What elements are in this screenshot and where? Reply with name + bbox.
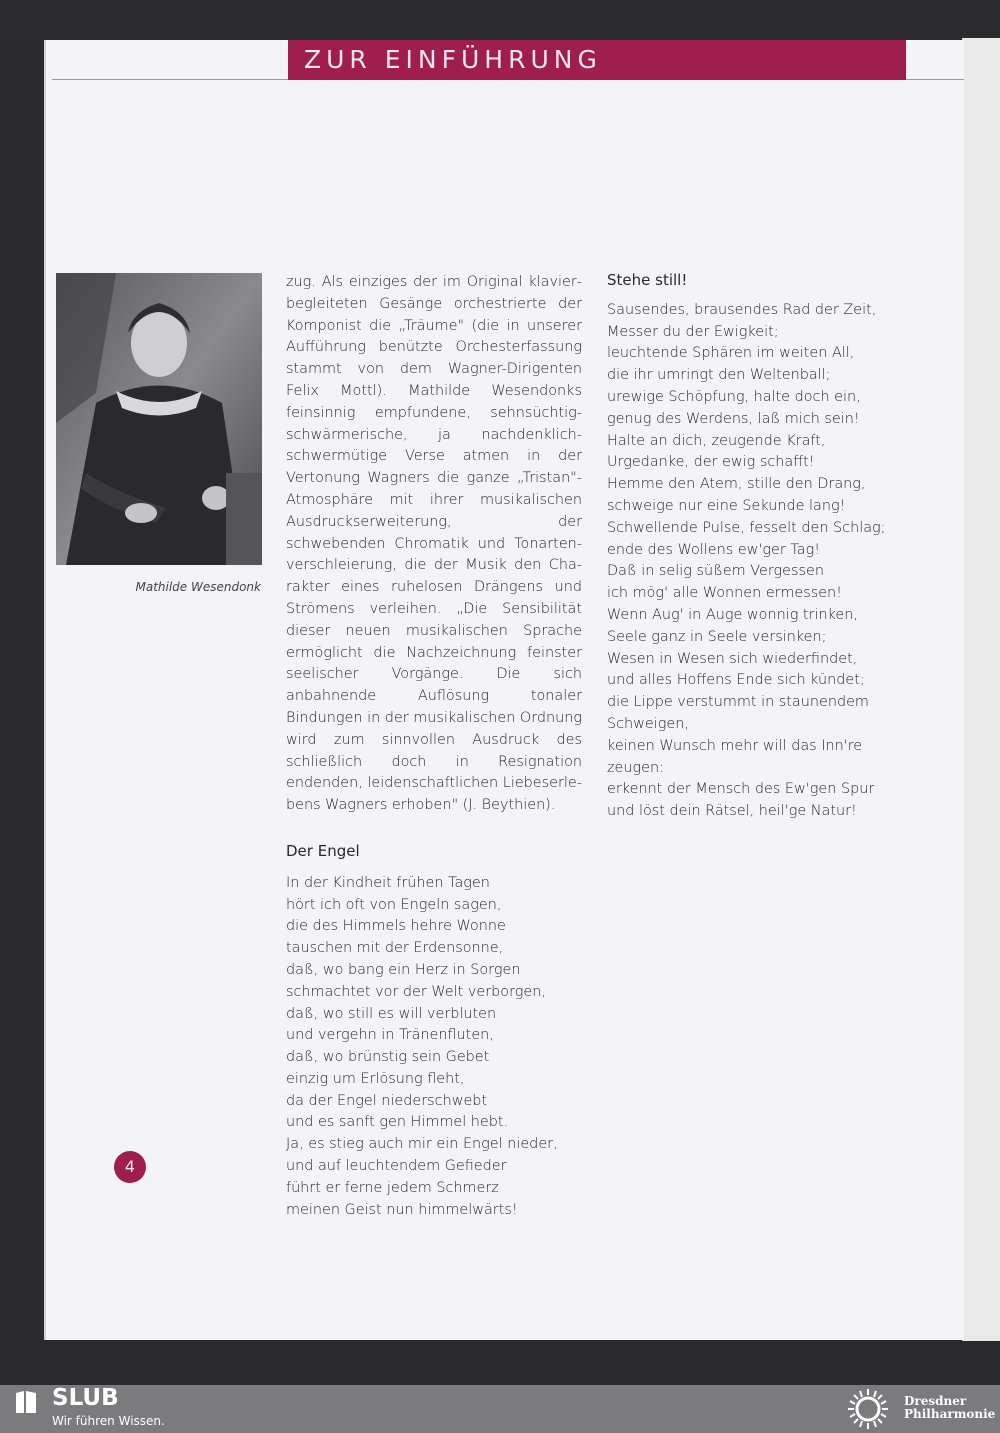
slub-book-icon xyxy=(14,1389,38,1415)
slub-tagline: Wir führen Wissen. xyxy=(52,1414,165,1428)
portrait-caption: Mathilde Wesendonk xyxy=(135,580,261,594)
document-page xyxy=(44,40,964,1340)
next-page-edge xyxy=(962,38,1000,1341)
portrait-illustration xyxy=(56,273,262,565)
poem-title-engel: Der Engel xyxy=(286,841,360,860)
slub-logo-text: SLUB xyxy=(52,1385,119,1411)
poem-title-stehe-still: Stehe still! xyxy=(607,271,688,289)
text-column-right xyxy=(607,270,907,823)
poem-stehe-still: Sausendes, brausendes Rad der Zeit, Messer du der Ewigkeit; leuchtende Sphären im weiten All, die ihr umringt den Weltenball; urewige Schöpfung, halte doch ein, genug des Werdens, laß mich sein! Halte an dich, zeugende Kraft, Urgedanke, der ewig schafft! Hemme den Atem, stille den Drang, schweige nur eine Sekunde lang! Schwellende Pulse, fesselt den Schlag; ende des Wollens ew'ger Tag! Daß in selig süßem Vergessen ich mög' alle Wonnen ermessen! Wenn Aug' in Auge wonnig trinken, Seele ganz in Seele versinken; Wesen in Wesen sich wiederfindet, und alles Hoffens Ende sich kündet; die Lippe verstummt in staunendem Schweigen, keinen Wunsch mehr will das Inn're zeugen: erkennt der Mensch des Ew'gen Spur und löst dein Rätsel, heil'ge Natur! xyxy=(607,301,886,820)
intro-paragraph: zug. Als einziges der im Original klavierbegleiteten Gesänge orchestrierte der Komponist die „Träume" (die in unserer Aufführung benützte Orchesterfassung stammt von dem Wagner-Dirigenten Felix Mottl). Mathilde Wesendonks feinsinnig empfundene, sehnsüchtig-schwärmerische, ja nachdenklich-schwermütige Verse atmen in der Vertonung Wagners die ganze „Tristan"-Atmosphäre mit ihrer musikalischen Ausdruckserweiterung, der schwebenden Chromatik und Tonartenverschleierung, die der Musik den Charakter eines ruhelosen Drängens und Strömens verleihen. „Die Sensibilität dieser neuen musikalischen Sprache ermöglicht die Nachzeichnung feinster seelischer Vorgänge. Die sich anbahnende Auflösung tonaler Bindungen in der musikalischen Ordnung wird zum sinnvollen Ausdruck des schließlich doch in Resignation endenden, leidenschaftlichen Liebeserlebens Wagners erhoben" (J. Beythien). xyxy=(286,274,583,814)
poem-engel: In der Kindheit frühen Tagen hört ich oft von Engeln sagen, die des Himmels hehre Wonne tauschen mit der Erdensonne, daß, wo bang ein Herz in Sorgen schmachtet vor der Welt verborgen, daß, wo still es will verbluten und vergehn in Tränenfluten, daß, wo brünstig sein Gebet einzig um Erlösung fleht, da der Engel niederschwebt und es sanft gen Himmel hebt. Ja, es stieg auch mir ein Engel nieder, und auf leuchtendem Gefieder führt er ferne jedem Schmerz meinen Geist nun himmelwärts! xyxy=(286,874,558,1218)
text-column-left xyxy=(286,272,582,1221)
philharmonie-line2: Philharmonie xyxy=(904,1407,996,1421)
page-number-badge: 4 xyxy=(114,1151,146,1183)
section-header: ZUR EINFÜHRUNG xyxy=(288,40,906,80)
philharmonie-sun-icon xyxy=(842,1387,894,1431)
philharmonie-name xyxy=(904,1395,995,1421)
philharmonie-line1: Dresdner xyxy=(904,1394,967,1408)
scan-background xyxy=(0,0,1000,40)
footer-bar xyxy=(0,1385,1000,1433)
portrait-image xyxy=(56,273,262,565)
